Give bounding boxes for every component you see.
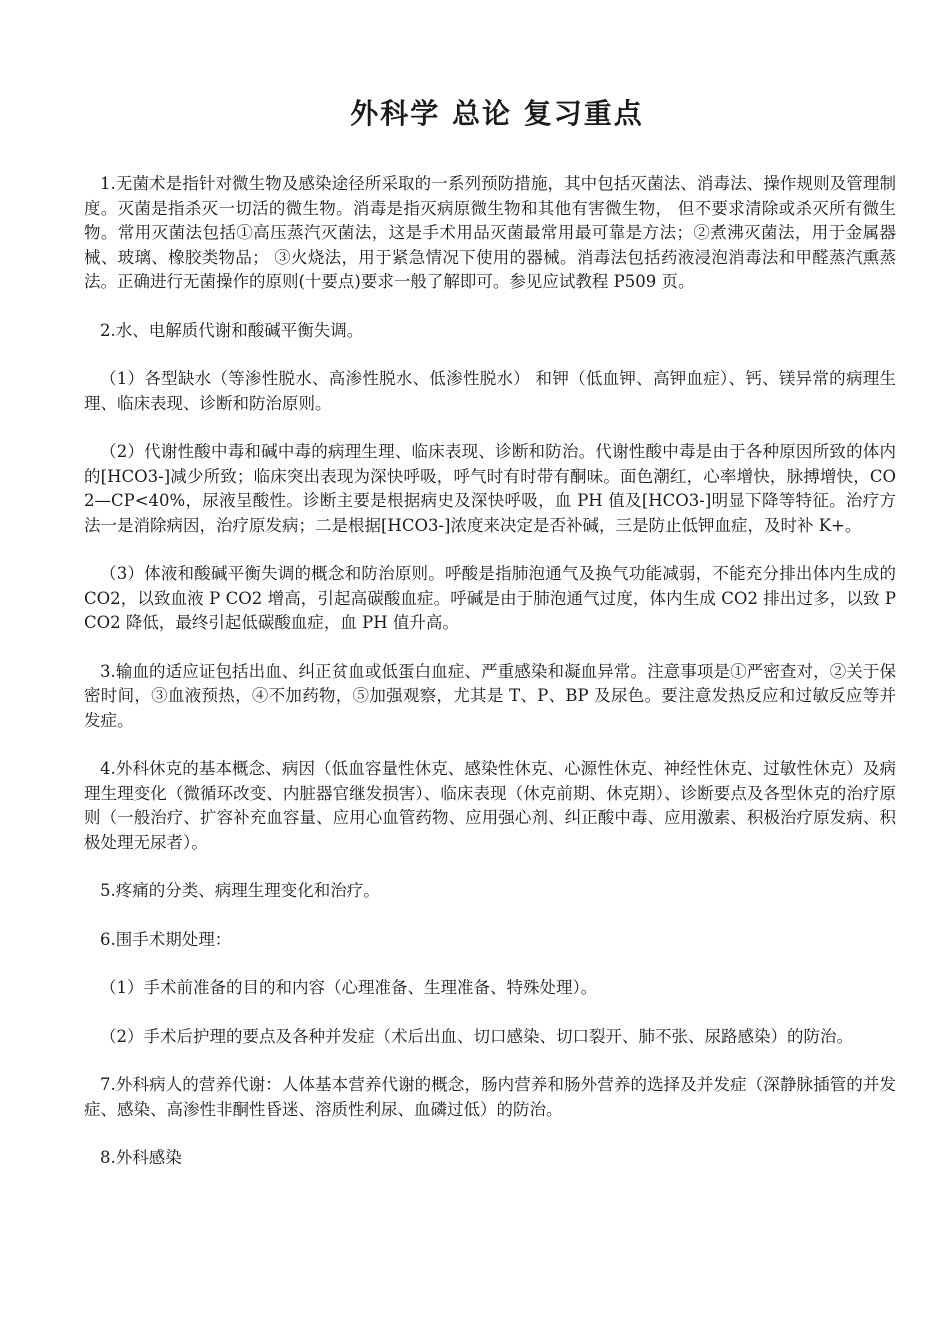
paragraph-surgical-infection: 8.外科感染 (100, 1148, 182, 1167)
paragraph-acid-base-balance: （3）体液和酸碱平衡失调的概念和防治原则。呼酸是指肺泡通气及换气功能减弱，不能充分排出体内生成的 CO2，以致血液 P CO2 增高，引起高碳酸血症。呼碱是由于肺泡通气过度，体内生成 CO2 排出过多，以致 P CO2 降低，最终引起低碳酸血症，血 PH 值升高。 (84, 564, 896, 632)
paragraph-surgical-shock: 4.外科休克的基本概念、病因（低血容量性休克、感染性休克、心源性休克、神经性休克、过敏性休克）及病理生理变化（微循环改变、内脏器官继发损害）、临床表现（休克前期、休克期）、诊断要点及各型休克的治疗原则（一般治疗、扩容补充血容量、应用心血管药物、应用强心剂、纠正酸中毒、应用激素、积极治疗原发病、积极处理无尿者）。 (84, 759, 896, 852)
paragraph-postoperative-care: （2）手术后护理的要点及各种并发症（术后出血、切口感染、切口裂开、肺不张、尿路感染）的防治。 (100, 1026, 853, 1046)
paragraph-preoperative-prep: （1）手术前准备的目的和内容（心理准备、生理准备、特殊处理）。 (100, 978, 598, 997)
paragraph-blood-transfusion: 3.输血的适应证包括出血、纠正贫血或低蛋白血症、严重感染和凝血异常。注意事项是①严密查对，②关于保密时间，③血液预热，④不加药物，⑤加强观察，尤其是 T、P、BP 及尿色。要注意发热反应和过敏反应等并发症。 (84, 661, 896, 730)
paragraph-metabolic-acidosis: （2）代谢性酸中毒和碱中毒的病理生理、临床表现、诊断和防治。代谢性酸中毒是由于各种原因所致的体内的[HCO3-]减少所致；临床突出表现为深快呼吸，呼气时有时带有酮味。面色潮红，心率增快，脉搏增快，CO2—CP<40%，尿液呈酸性。诊断主要是根据病史及深快呼吸，血 PH 值及[HCO3-]明显下降等特征。治疗方法一是消除病因，治疗原发病；二是根据[HCO3-]浓度来决定是否补碱，三是防止低钾血症，及时补 K+。 (84, 442, 896, 535)
paragraph-nutrition: 7.外科病人的营养代谢：人体基本营养代谢的概念，肠内营养和肠外营养的选择及并发症（深静脉插管的并发症、感染、高渗性非酮性昏迷、溶质性利尿、血磷过低）的防治。 (84, 1075, 896, 1119)
document-page (84, 92, 896, 1195)
paragraph-water-electrolyte: 2.水、电解质代谢和酸碱平衡失调。 (100, 320, 364, 340)
paragraph-pain: 5.疼痛的分类、病理生理变化和治疗。 (100, 881, 380, 900)
paragraph-dehydration-types: （1）各型缺水（等渗性脱水、高渗性脱水、低渗性脱水） 和钾（低血钾、高钾血症）、钙、镁异常的病理生理、临床表现、诊断和防治原则。 (84, 369, 896, 413)
document-title: 外科学 总论 复习重点 (350, 97, 644, 130)
paragraph-perioperative: 6.围手术期处理： (100, 929, 232, 949)
paragraph-aseptic-technique: 1.无菌术是指针对微生物及感染途径所采取的一系列预防措施，其中包括灭菌法、消毒法、操作规则及管理制度。灭菌是指杀灭一切活的微生物。消毒是指灭病原微生物和其他有害微生物， 但不要求清除或杀灭所有微生物。常用灭菌法包括①高压蒸汽灭菌法，这是手术用品灭菌最常用最可靠是方法；②煮沸灭菌法，用于金属器械、玻璃、橡胶类物品； ③火烧法，用于紧急情况下使用的器械。消毒法包括药液浸泡消毒法和甲醛蒸汽熏蒸法。正确进行无菌操作的原则(十要点)要求一般了解即可。参见应试教程 P509 页。 (84, 174, 896, 291)
